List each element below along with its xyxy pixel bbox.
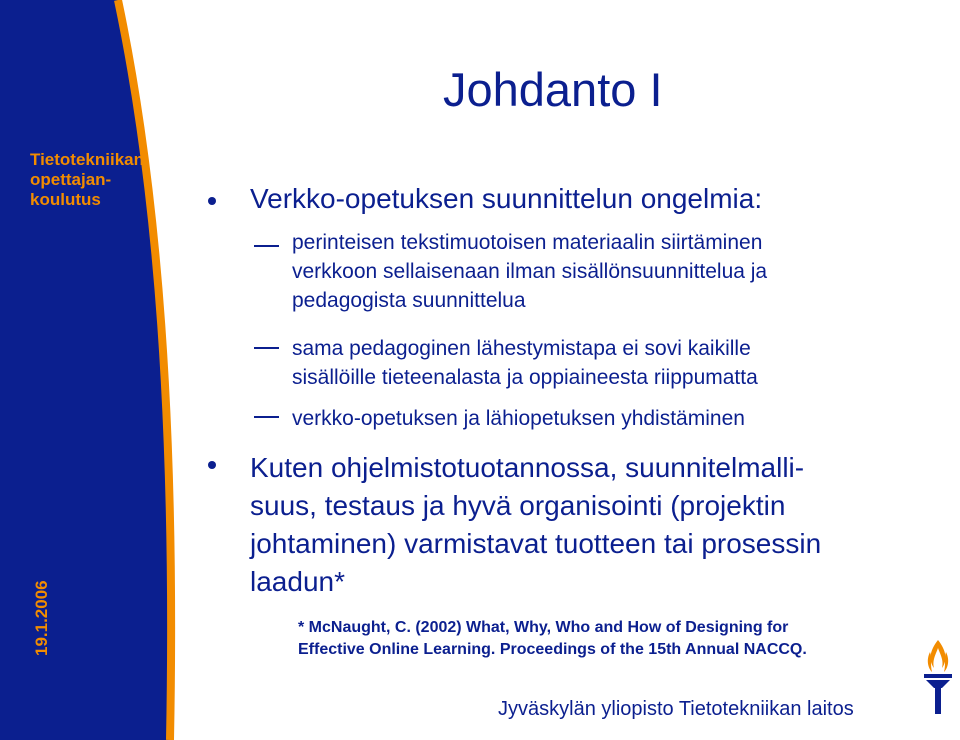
sub-bullet-line: sisällöille tieteenalasta ja oppiaineesta riippumatta: [292, 366, 758, 389]
bullet-dot: [208, 197, 216, 205]
footer-text: Jyväskylän yliopisto Tietotekniikan laitos: [498, 698, 854, 720]
sub-bullet-line: sama pedagoginen lähestymistapa ei sovi kaikille: [292, 337, 751, 360]
sub-bullet-line: pedagogista suunnittelua: [292, 289, 526, 312]
bullet-1: Verkko-opetuksen suunnittelun ongelmia:: [250, 183, 763, 214]
reference-line: Effective Online Learning. Proceedings of the 15th Annual NACCQ.: [298, 641, 807, 658]
bullet-2-line: Kuten ohjelmistotuotannossa, suunnitelmalli-: [250, 452, 805, 483]
sidebar-date: 19.1.2006: [32, 580, 51, 656]
sidebar-title-line: koulutus: [30, 190, 101, 209]
sub-bullet-dash: [254, 245, 279, 247]
sub-bullet-3: [292, 404, 745, 433]
slide-title: Johdanto I: [443, 63, 663, 116]
torch-logo-icon: [920, 638, 956, 718]
bullet-2-line: johtaminen) varmistavat tuotteen tai prosessin: [250, 528, 822, 559]
bullet-dot: [208, 461, 216, 469]
sub-bullet-line: verkko-opetuksen ja lähiopetuksen yhdistäminen: [292, 407, 745, 430]
sub-bullet-1: [292, 228, 767, 315]
bullet-2: [250, 449, 821, 601]
sub-bullet-dash: [254, 347, 279, 349]
sub-bullet-dash: [254, 416, 279, 418]
sidebar-title-line: opettajan-: [30, 170, 112, 189]
reference-note: [298, 617, 807, 661]
sub-bullet-line: perinteisen tekstimuotoisen materiaalin siirtäminen: [292, 231, 763, 254]
bullet-2-line: suus, testaus ja hyvä organisointi (projektin: [250, 490, 786, 521]
sub-bullet-2: [292, 334, 758, 392]
sub-bullet-line: verkkoon sellaisenaan ilman sisällönsuunnittelua ja: [292, 260, 768, 283]
sidebar-title: [30, 150, 180, 210]
sidebar-title-line: Tietotekniikan: [30, 150, 144, 169]
bullet-2-line: laadun*: [250, 566, 345, 597]
reference-line: * McNaught, C. (2002) What, Why, Who and How of Designing for: [298, 619, 789, 636]
